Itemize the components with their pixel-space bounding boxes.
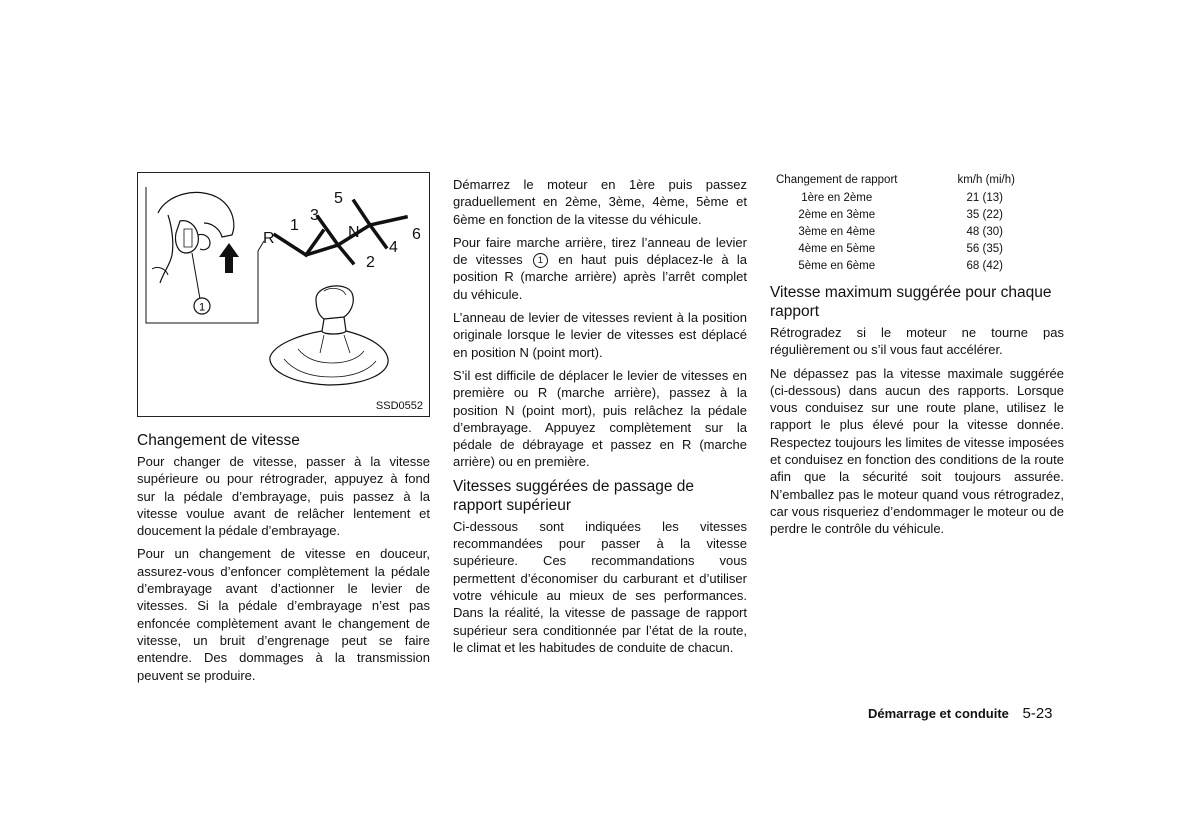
table-cell: 1ère en 2ème (801, 192, 873, 204)
gear-label-4: 4 (389, 239, 398, 256)
table-header: km/h (mi/h) (957, 174, 1015, 186)
gear-label-n: N (348, 224, 360, 241)
paragraph: Rétrogradez si le moteur ne tourne pas régulièrement ou s’il vous faut accélérer. (770, 325, 1064, 358)
paragraph: Démarrez le moteur en 1ère puis passez graduellement en 2ème, 3ème, 4ème, 5ème et 6ème en fonction de la vitesse du véhicule. (453, 177, 747, 227)
paragraph: S’il est difficile de déplacer le levier de vitesses en première ou R (marche arrière), passez à la position N (point mort), puis relâchez la pédale d’embrayage. Appuyez complètement sur la pédale de débrayage et passez en R (marche arrière) ou en première. (453, 367, 747, 470)
gear-label-3: 3 (310, 207, 319, 224)
table-cell: 35 (22) (966, 209, 1003, 221)
table-cell: 5ème en 6ème (798, 260, 876, 272)
circled-number-icon: 1 (533, 253, 548, 268)
gear-label-6: 6 (412, 226, 421, 243)
footer-section-title: Démarrage et conduite (868, 706, 1009, 721)
table-cell: 56 (35) (966, 243, 1003, 255)
table-header-row (776, 174, 1015, 192)
column-1 (137, 172, 430, 690)
gear-label-r: R (263, 230, 275, 247)
table-cell: 2ème en 3ème (798, 209, 876, 221)
table-row (776, 243, 1015, 260)
figure-code: SSD0552 (375, 400, 423, 412)
table-cell: 68 (42) (966, 260, 1003, 272)
table-header: Changement de rapport (776, 174, 898, 186)
gear-label-2: 2 (366, 254, 375, 271)
callout-number: 1 (198, 301, 206, 314)
upshift-speed-table (776, 174, 1015, 277)
table-cell: 21 (13) (966, 192, 1003, 204)
table-cell: 3ème en 4ème (798, 226, 876, 238)
table-row (776, 209, 1015, 226)
table-row (776, 260, 1015, 277)
paragraph: Pour changer de vitesse, passer à la vitesse supérieure ou pour rétrograder, appuyez à fond sur la pédale d’embrayage, puis passez à la vitesse voulue avant de relâcher lentement et doucement la pédale d’embrayage. (137, 454, 430, 539)
paragraph: Pour un changement de vitesse en douceur, assurez-vous d’enfoncer complètement la pédale d’embrayage avant d’actionner le levier de vitesses. Si la pédale d’embrayage n’est pas enfoncée complètement avant le changement de vitesse, un bruit d’engrenage peut se faire entendre. Des dommages à la transmission peuvent se produire. (137, 546, 430, 683)
table-cell: 48 (30) (966, 226, 1003, 238)
gear-shift-figure (137, 172, 430, 417)
paragraph: L’anneau de levier de vitesses revient à la position originale lorsque le levier de vitesses est déplacé en position N (point mort). (453, 310, 747, 360)
table-cell: 4ème en 5ème (798, 243, 876, 255)
table-row (776, 192, 1015, 209)
gear-knob-illustration (270, 286, 388, 385)
heading-changement-de-vitesse: Changement de vitesse (137, 432, 300, 449)
gear-label-1: 1 (290, 217, 299, 234)
heading-vitesse-maximum: Vitesse maximum suggérée pour chaque rapport (770, 284, 1052, 320)
page-number: 5-23 (1022, 705, 1053, 722)
gear-shift-illustration (138, 173, 431, 418)
paragraph-reverse (453, 234, 747, 303)
heading-vitesses-suggerees: Vitesses suggérées de passage de rapport supérieur (453, 477, 694, 514)
up-arrow-icon (219, 243, 239, 273)
paragraph-text: en haut puis déplacez-le à la position R (marche arrière) après l’arrêt complet du véhicule. (453, 252, 747, 302)
gear-label-5: 5 (334, 190, 343, 207)
shift-ring-outline (175, 221, 198, 253)
table-row (776, 226, 1015, 243)
column-3 (770, 172, 1064, 544)
paragraph: Ne dépassez pas la vitesse maximale suggérée (ci-dessous) dans aucun des rapports. Lorsque vous conduisez sur une route plane, utilisez le rapport le plus élevé pour la vitesse donnée. Respectez toujours les limites de vitesse imposées et conduisez en fonction des conditions de la route afin que la sécurité soit toujours assurée. N’emballez pas le moteur quand vous rétrogradez, car vous risqueriez d’endommager le moteur ou de perdre le contrôle du véhicule. (770, 365, 1064, 537)
column-2 (453, 176, 747, 662)
paragraph-text: Pour faire marche arrière, tirez l’anneau de levier de vitesses (453, 234, 747, 268)
paragraph: Ci-dessous sont indiquées les vitesses recommandées pour passer à la vitesse supérieure. Ces recommandations vous permettent d’économiser du carburant et d’utiliser votre véhicule au mieux de ses performances. Dans la réalité, la vitesse de passage de rapport supérieur sera conditionnée par l’état de la route, le climat et les habitudes de conduite de chacun. (453, 518, 747, 655)
page-footer (868, 705, 1053, 722)
